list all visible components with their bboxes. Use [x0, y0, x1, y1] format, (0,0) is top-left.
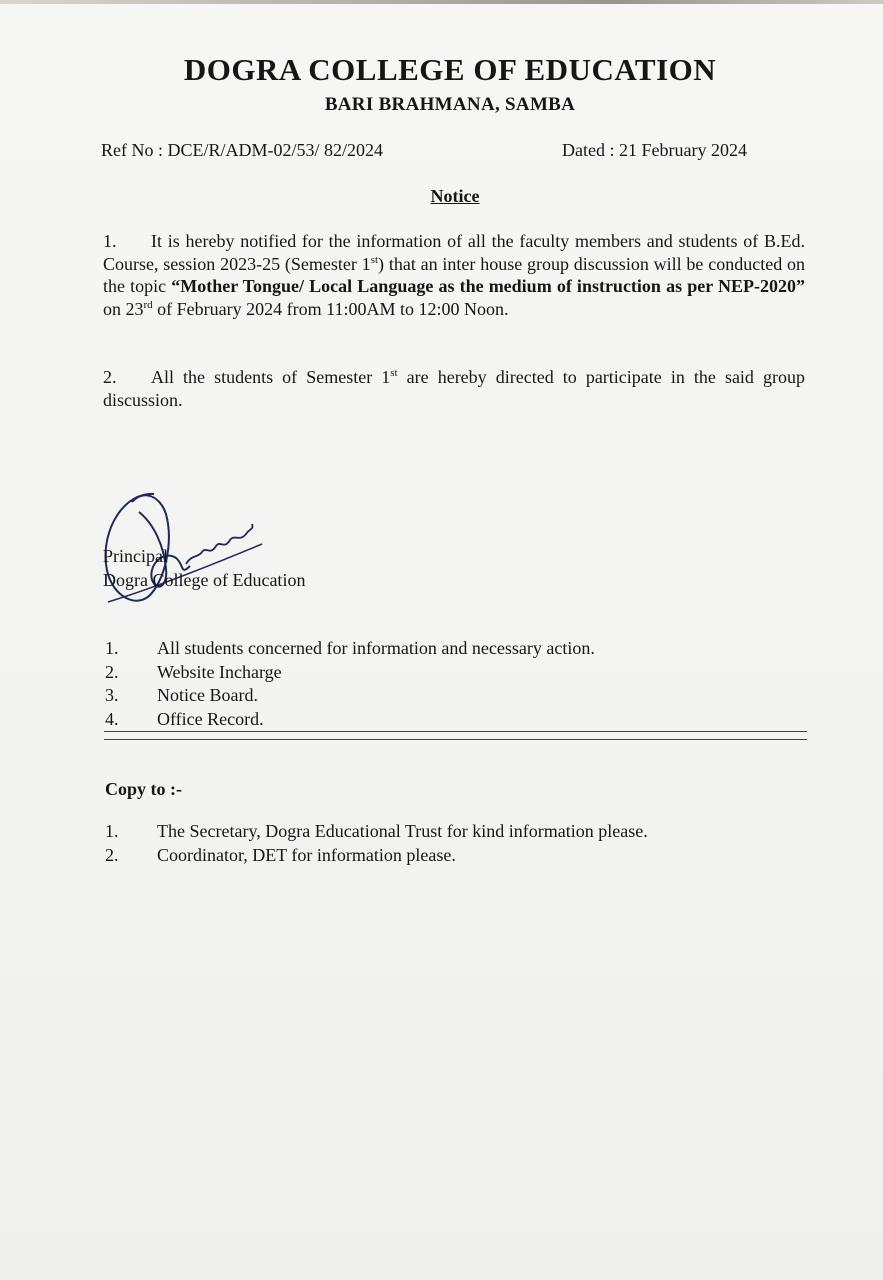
notice-heading: Notice	[430, 186, 480, 206]
list-item	[105, 708, 805, 732]
paragraph-text: of February 2024 from 11:00AM to 12:00 Noon.	[152, 298, 509, 319]
list-item-number: 2.	[105, 844, 119, 865]
reference-number: Ref No : DCE/R/ADM-02/53/ 82/2024	[101, 140, 383, 160]
list-item-number: 2.	[105, 661, 119, 682]
ordinal-suffix: rd	[143, 298, 153, 311]
paragraph-number: 1.	[103, 231, 117, 251]
list-item	[105, 637, 805, 661]
paper-top-edge	[0, 0, 883, 4]
paragraph-text: It is hereby notified for the information of all the faculty members and students of B.Ed. Course, session 2023-25 (Semester 1	[103, 231, 805, 274]
signatory-title: Principal	[103, 546, 168, 566]
list-item-text: Website Incharge	[157, 661, 282, 682]
list-item-text: Coordinator, DET for information please.	[157, 844, 456, 865]
college-name-heading: DOGRA COLLEGE OF EDUCATION	[183, 52, 717, 87]
distribution-list	[105, 637, 805, 731]
list-item	[105, 661, 805, 685]
list-item-text: Office Record.	[157, 708, 264, 729]
list-item-number: 1.	[105, 638, 119, 658]
paragraph-text: are hereby directed to participate in the said group discussion.	[103, 367, 805, 410]
list-item-text: The Secretary, Dogra Educational Trust for kind information please.	[157, 821, 648, 841]
ordinal-suffix: st	[370, 253, 379, 266]
list-item-text: Notice Board.	[157, 685, 258, 705]
paragraph-text: ) that an inter house group discussion will be conducted on the topic	[103, 253, 805, 296]
notice-date: Dated : 21 February 2024	[562, 140, 747, 160]
notice-paragraph-1	[103, 230, 805, 320]
list-item-number: 3.	[105, 685, 119, 705]
list-item-number: 4.	[105, 708, 119, 729]
ordinal-suffix: st	[390, 367, 398, 379]
copy-to-heading: Copy to :-	[105, 779, 182, 799]
list-item	[105, 820, 805, 844]
paragraph-text: on 23	[103, 298, 144, 319]
discussion-topic: “Mother Tongue/ Local Language as the medium of instruction as per NEP-2020”	[171, 276, 805, 296]
college-address: BARI BRAHMANA, SAMBA	[324, 94, 576, 115]
copy-to-list	[105, 820, 805, 867]
signatory-organization: Dogra College of Education	[103, 570, 306, 590]
paragraph-number: 2.	[103, 367, 117, 387]
list-item-text: All students concerned for information and necessary action.	[157, 638, 595, 658]
double-line-divider	[104, 731, 807, 740]
list-item	[105, 684, 805, 708]
list-item-number: 1.	[105, 821, 119, 841]
notice-paragraph-2	[103, 366, 805, 411]
paragraph-text: All the students of Semester 1	[151, 367, 391, 387]
list-item	[105, 844, 805, 868]
